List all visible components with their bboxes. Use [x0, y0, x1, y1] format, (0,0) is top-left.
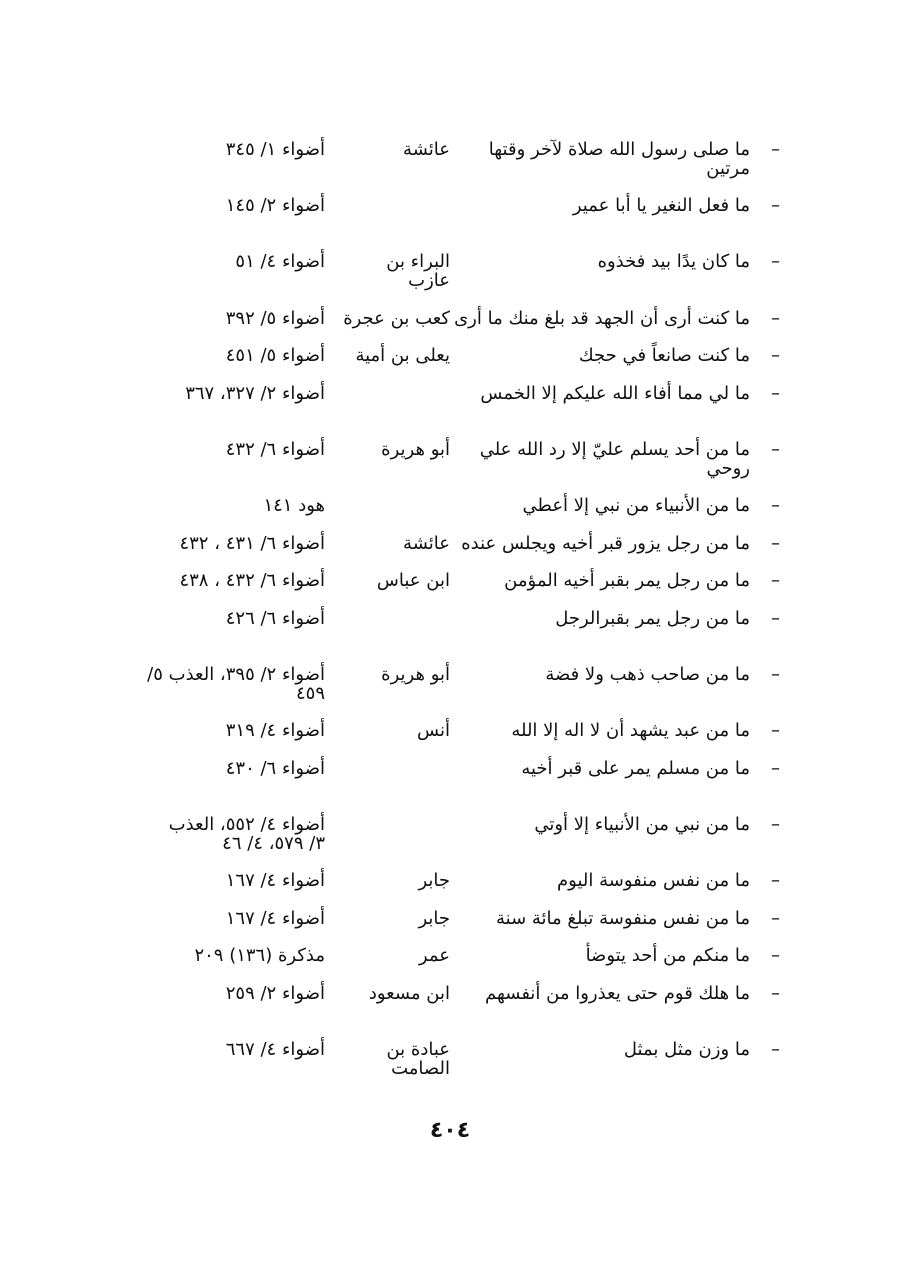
narrator: ابن عباس [376, 570, 450, 591]
entry-dash: – [771, 870, 780, 891]
source-reference: أضواء ٦/ ٤٣١ ، ٤٣٢ [179, 532, 325, 554]
source-reference: أضواء ٦/ ٤٢٦ [225, 607, 325, 629]
entry-dash: – [771, 382, 780, 404]
entry-dash: – [771, 607, 780, 629]
hadith-entry [118, 712, 780, 750]
entry-continuation: ٣/ ٥٧٩، ٤/ ٤٦ [222, 832, 325, 854]
hadith-text: ما من رجل يزور قبر أخيه ويجلس عنده [461, 532, 750, 554]
entry-dash: – [771, 663, 780, 685]
source-reference: أضواء ٢/ ٣٩٥، العذب ٥/ [147, 663, 325, 685]
entry-dash: – [771, 945, 780, 966]
source-reference: أضواء ٢/ ٣٢٧، ٣٦٧ [185, 382, 325, 404]
entry-dash: – [771, 907, 780, 929]
hadith-text: ما من صاحب ذهب ولا فضة [545, 663, 750, 685]
narrator: عائشة [403, 532, 450, 554]
hadith-text: ما هلك قوم حتى يعذروا من أنفسهم [484, 982, 750, 1004]
source-reference: أضواء ١/ ٣٤٥ [225, 138, 325, 160]
hadith-entry [118, 900, 780, 938]
hadith-text: ما من عبد يشهد أن لا اله إلا الله [511, 720, 750, 741]
narrator: البراء بن [386, 251, 450, 273]
narrator: كعب بن عجرة [343, 307, 450, 329]
narrator: ابن مسعود [368, 982, 450, 1004]
hadith-text: ما من نفس منفوسة اليوم [557, 870, 750, 891]
hadith-text: ما وزن مثل بمثل [623, 1038, 750, 1060]
source-reference: أضواء ٢/ ٢٥٩ [225, 982, 325, 1004]
hadith-entry [118, 337, 780, 375]
source-reference: أضواء ٤/ ١٦٧ [225, 907, 325, 929]
entry-dash: – [771, 982, 780, 1004]
hadith-index-list [118, 112, 780, 1087]
entry-dash: – [771, 720, 780, 741]
entry-continuation: ٤٥٩ [295, 682, 325, 704]
source-reference: أضواء ٤/ ٣١٩ [225, 720, 325, 741]
hadith-entry [118, 862, 780, 900]
hadith-text: ما من رجل يمر بقبرالرجل [555, 607, 750, 629]
entry-continuation: الصامت [391, 1057, 450, 1079]
source-reference: هود ١٤١ [263, 495, 325, 516]
entry-continuation: روحي [706, 457, 750, 479]
hadith-entry [118, 225, 780, 300]
narrator: أبو هريرة [381, 663, 450, 685]
hadith-text: ما لي مما أفاء الله عليكم إلا الخمس [480, 382, 750, 404]
source-reference: مذكرة (١٣٦) ٢٠٩ [194, 945, 325, 966]
hadith-text: ما صلى رسول الله صلاة لآخر وقتها [488, 138, 750, 160]
hadith-entry [118, 487, 780, 525]
hadith-entry [118, 637, 780, 712]
narrator: أبو هريرة [381, 438, 450, 460]
source-reference: أضواء ٦/ ٤٣٢ ، ٤٣٨ [179, 570, 325, 591]
hadith-entry [118, 600, 780, 638]
narrator: يعلى بن أمية [355, 345, 450, 366]
source-reference: أضواء ٤/ ١٦٧ [225, 870, 325, 891]
source-reference: أضواء ٤/ ٦٦٧ [225, 1038, 325, 1060]
hadith-text: ما من مسلم يمر على قبر أخيه [521, 757, 750, 779]
entry-dash: – [771, 570, 780, 591]
entry-dash: – [771, 532, 780, 554]
narrator: عمر [418, 945, 450, 966]
hadith-text: ما فعل النغير يا أبا عمير [572, 195, 750, 216]
source-reference: أضواء ٥/ ٤٥١ [225, 345, 325, 366]
entry-continuation: مرتين [706, 157, 750, 179]
hadith-entry [118, 300, 780, 338]
entry-dash: – [771, 757, 780, 779]
entry-dash: – [771, 307, 780, 329]
hadith-entry [118, 112, 780, 187]
hadith-entry [118, 937, 780, 975]
entry-dash: – [771, 813, 780, 835]
entry-dash: – [771, 345, 780, 366]
hadith-text: ما كنت أرى أن الجهد قد بلغ منك ما أرى [454, 307, 750, 329]
hadith-text: ما من الأنبياء من نبي إلا أعطي [522, 495, 750, 516]
source-reference: أضواء ٤/ ٥٥٢، العذب [168, 813, 325, 835]
hadith-entry [118, 375, 780, 413]
hadith-entry [118, 562, 780, 600]
source-reference: أضواء ٤/ ٥١ [235, 251, 325, 273]
narrator: عبادة بن [386, 1038, 450, 1060]
source-reference: أضواء ٦/ ٤٣٠ [225, 757, 325, 779]
entry-dash: – [771, 138, 780, 160]
hadith-text: ما كنت صانعاً في حجك [578, 345, 750, 366]
entry-dash: – [771, 438, 780, 460]
hadith-text: ما كان يدًا بيد فخذوه [597, 251, 750, 273]
hadith-entry [118, 1012, 780, 1087]
source-reference: أضواء ٥/ ٣٩٢ [225, 307, 325, 329]
hadith-entry [118, 975, 780, 1013]
entry-dash: – [771, 495, 780, 516]
hadith-text: ما من أحد يسلم عليّ إلا رد الله علي [479, 438, 750, 460]
hadith-entry [118, 187, 780, 225]
page-number: ٤٠٤ [429, 1118, 471, 1143]
hadith-entry [118, 525, 780, 563]
hadith-text: ما من نفس منفوسة تبلغ مائة سنة [495, 907, 750, 929]
entry-dash: – [771, 251, 780, 273]
hadith-text: ما من نبي من الأنبياء إلا أوتي [534, 813, 750, 835]
entry-dash: – [771, 1038, 780, 1060]
narrator: جابر [418, 907, 450, 929]
entry-continuation: عازب [408, 270, 450, 291]
hadith-text: ما من رجل يمر بقبر أخيه المؤمن [504, 570, 750, 591]
narrator: جابر [418, 870, 450, 891]
hadith-entry [118, 750, 780, 788]
narrator: عائشة [403, 138, 450, 160]
narrator: أنس [417, 720, 450, 741]
hadith-entry [118, 412, 780, 487]
hadith-entry [118, 787, 780, 862]
source-reference: أضواء ٦/ ٤٣٢ [225, 438, 325, 460]
source-reference: أضواء ٢/ ١٤٥ [225, 195, 325, 216]
entry-dash: – [771, 195, 780, 216]
hadith-text: ما منكم من أحد يتوضأ [585, 945, 750, 966]
